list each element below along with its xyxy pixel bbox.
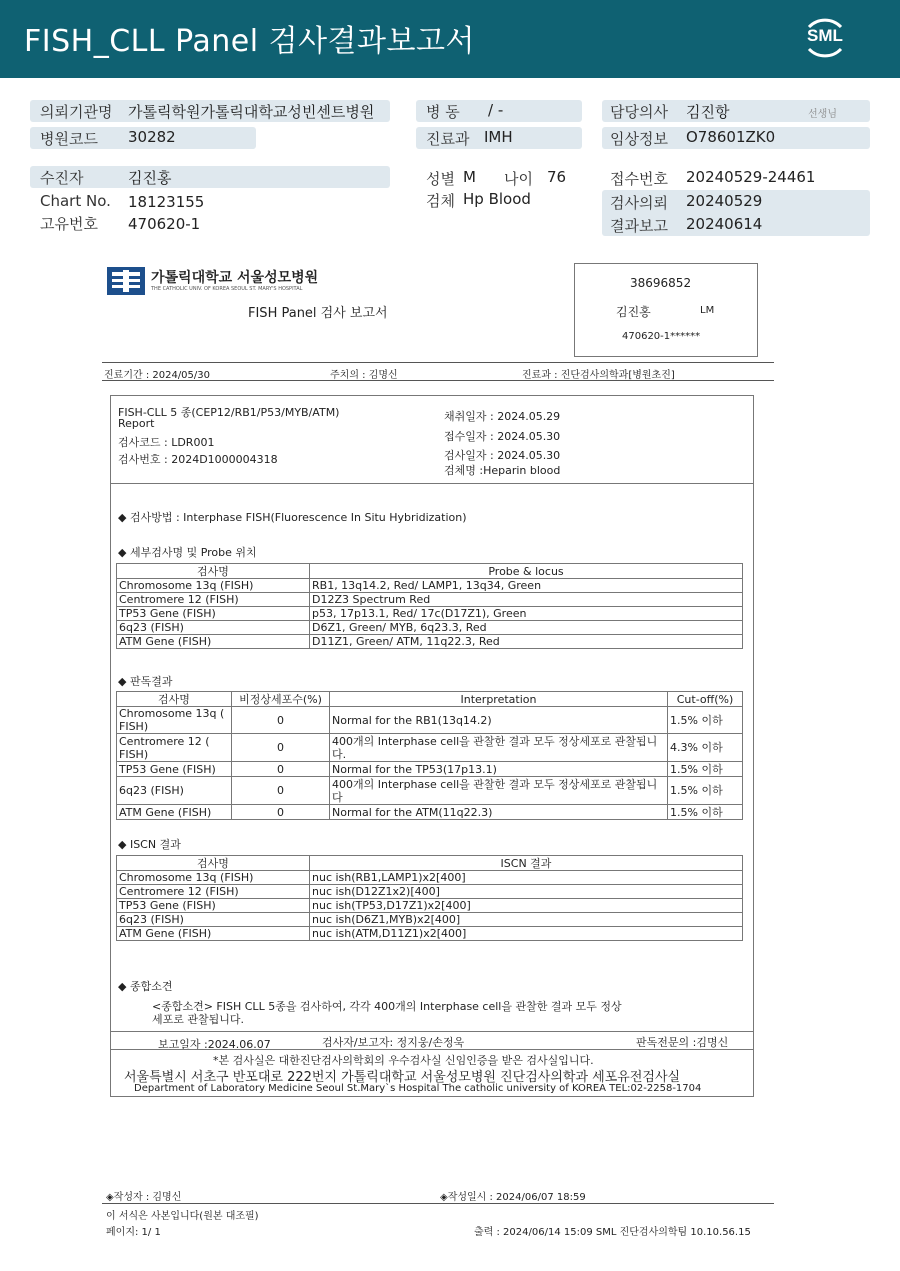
table-cell: nuc ish(D6Z1,MYB)x2[400] xyxy=(310,913,743,927)
dept-label: 진료과 xyxy=(426,130,470,148)
table-row xyxy=(117,885,743,899)
divider xyxy=(102,1203,774,1204)
receipt-value: 20240529-24461 xyxy=(686,168,816,186)
table-row xyxy=(117,805,743,820)
examiner: 검사자/보고자: 정지웅/손정욱 xyxy=(322,1036,465,1049)
table-cell: 1.5% 이하 xyxy=(668,805,743,820)
table-row xyxy=(117,579,743,593)
column-header: Probe & locus xyxy=(310,564,743,579)
report-date: 보고일자 :2024.06.07 xyxy=(158,1038,271,1051)
method: ◆ 검사방법 : Interphase FISH(Fluorescence In Situ Hybridization) xyxy=(118,511,467,524)
column-header: ISCN 결과 xyxy=(310,856,743,871)
table-row xyxy=(117,635,743,649)
table-cell: Normal for the RB1(13q14.2) xyxy=(330,707,668,734)
table-row xyxy=(117,913,743,927)
table-cell: RB1, 13q14.2, Red/ LAMP1, 13q34, Green xyxy=(310,579,743,593)
divider xyxy=(102,380,774,381)
column-header: 검사명 xyxy=(117,692,232,707)
iscn-table xyxy=(116,855,743,941)
patient-bar xyxy=(30,166,390,188)
page-title: FISH_CLL Panel 검사결과보고서 xyxy=(24,24,475,59)
unique-label: 고유번호 xyxy=(40,215,98,233)
receive-date: 접수일자 : 2024.05.30 xyxy=(444,430,561,443)
patient-box-name: 김진홍 xyxy=(616,305,651,319)
table-cell: TP53 Gene (FISH) xyxy=(117,899,310,913)
divider xyxy=(102,362,774,363)
table-cell: 400개의 Interphase cell을 관찰한 결과 모두 정상세포로 관찰됩니다 xyxy=(330,777,668,805)
divider xyxy=(110,1031,753,1032)
table-row xyxy=(117,871,743,885)
sex-label: 성별 xyxy=(426,170,455,188)
column-header: Interpretation xyxy=(330,692,668,707)
table-header-row xyxy=(117,564,743,579)
lab-address: 서울특별시 서초구 반포대로 222번지 가톨릭대학교 서울성모병원 진단검사의학과 세포유전검사실 xyxy=(124,1070,681,1085)
patient-label: 수진자 xyxy=(40,169,84,187)
table-cell: 0 xyxy=(232,734,330,762)
table-cell: 6q23 (FISH) xyxy=(117,621,310,635)
attending: 주치의 : 김명신 xyxy=(330,370,398,381)
report-value: 20240614 xyxy=(686,215,763,233)
table-cell: D6Z1, Green/ MYB, 6q23.3, Red xyxy=(310,621,743,635)
probe-table xyxy=(116,563,743,649)
summary-line-2: 세포로 관찰됩니다. xyxy=(152,1013,245,1026)
period: 진료기간 : 2024/05/30 xyxy=(104,370,211,381)
table-cell: nuc ish(ATM,D11Z1)x2[400] xyxy=(310,927,743,941)
table-cell: D11Z1, Green/ ATM, 11q22.3, Red xyxy=(310,635,743,649)
copy-note: 이 서식은 사본입니다(원본 대조필) xyxy=(106,1211,259,1222)
table-cell: 0 xyxy=(232,707,330,734)
hospital-code-value: 30282 xyxy=(128,128,176,146)
table-cell: Chromosome 13q (FISH) xyxy=(117,871,310,885)
divider xyxy=(110,483,753,484)
table-cell: 1.5% 이하 xyxy=(668,777,743,805)
request-value: 20240529 xyxy=(686,192,763,210)
summary-title: ◆ 종합소견 xyxy=(118,980,173,993)
divider xyxy=(110,1049,753,1050)
table-row xyxy=(117,927,743,941)
table-cell: Normal for the TP53(17p13.1) xyxy=(330,762,668,777)
report-specimen: 검체명 :Heparin blood xyxy=(444,464,561,477)
table-cell: 0 xyxy=(232,777,330,805)
table-row xyxy=(117,593,743,607)
table-cell: 0 xyxy=(232,805,330,820)
table-cell: 400개의 Interphase cell을 관찰한 결과 모두 정상세포로 관찰됩니다. xyxy=(330,734,668,762)
table-cell: 0 xyxy=(232,762,330,777)
sml-logo-text: SML xyxy=(807,26,843,45)
table-cell: Chromosome 13q (FISH) xyxy=(117,579,310,593)
patient-box-id: 38696852 xyxy=(630,276,692,290)
table-row xyxy=(117,899,743,913)
requesting-org-value: 가톨릭학원가톨릭대학교성빈센트병원 xyxy=(128,103,375,121)
table-row xyxy=(117,707,743,734)
collect-date: 채취일자 : 2024.05.29 xyxy=(444,410,561,423)
hospital-name: 가톨릭대학교 서울성모병원 xyxy=(151,270,319,286)
table-cell: Chromosome 13q ( FISH) xyxy=(117,707,232,734)
test-name: FISH-CLL 5 종(CEP12/RB1/P53/MYB/ATM) xyxy=(118,406,340,419)
test-sub: Report xyxy=(118,417,155,430)
table-header-row xyxy=(117,856,743,871)
specialist: 판독전문의 :김명신 xyxy=(636,1036,729,1049)
column-header: 검사명 xyxy=(117,856,310,871)
table-row xyxy=(117,762,743,777)
sex-value: M xyxy=(463,168,476,186)
hospital-logo-icon xyxy=(106,266,146,296)
table-cell: nuc ish(RB1,LAMP1)x2[400] xyxy=(310,871,743,885)
column-header: 비정상세포수(%) xyxy=(232,692,330,707)
exam-date: 검사일자 : 2024.05.30 xyxy=(444,449,561,462)
specimen-label: 검체 xyxy=(426,192,455,210)
iscn-title: ◆ ISCN 결과 xyxy=(118,838,181,851)
report-label: 결과보고 xyxy=(610,217,668,235)
doctor-suffix: 선생님 xyxy=(808,109,837,120)
test-code: 검사코드 : LDR001 xyxy=(118,436,215,449)
table-cell: Normal for the ATM(11q22.3) xyxy=(330,805,668,820)
table-row xyxy=(117,607,743,621)
table-row xyxy=(117,734,743,762)
request-label: 검사의뢰 xyxy=(610,194,668,212)
table-cell: 4.3% 이하 xyxy=(668,734,743,762)
result-title: ◆ 판독결과 xyxy=(118,675,173,688)
unique-value: 470620-1 xyxy=(128,215,201,233)
chart-label: Chart No. xyxy=(40,192,111,210)
table-cell: ATM Gene (FISH) xyxy=(117,805,232,820)
dept-english: Department of Laboratory Medicine Seoul St.Mary`s Hospital The catholic university of KOREA TEL:02-2258-1704 xyxy=(134,1083,702,1094)
doctor-label: 담당의사 xyxy=(610,103,668,121)
cert-note: *본 검사실은 대한진단검사의학회의 우수검사실 신임인증을 받은 검사실입니다. xyxy=(213,1054,594,1067)
table-cell: p53, 17p13.1, Red/ 17c(D17Z1), Green xyxy=(310,607,743,621)
ward-value: / - xyxy=(488,101,504,119)
clinical-label: 임상정보 xyxy=(610,130,668,148)
table-cell: TP53 Gene (FISH) xyxy=(117,762,232,777)
doctor-value: 김진항 xyxy=(686,103,730,121)
page-number: 페이지: 1/ 1 xyxy=(106,1227,161,1238)
table-cell: 1.5% 이하 xyxy=(668,707,743,734)
age-label: 나이 xyxy=(504,170,533,188)
table-cell: ATM Gene (FISH) xyxy=(117,635,310,649)
receipt-label: 접수번호 xyxy=(610,170,668,188)
probe-title: ◆ 세부검사명 및 Probe 위치 xyxy=(118,546,257,559)
doc-title: FISH Panel 검사 보고서 xyxy=(248,306,388,321)
table-row xyxy=(117,621,743,635)
result-table xyxy=(116,691,743,820)
patient-box-rrn: 470620-1****** xyxy=(622,331,701,342)
patient-box-code: LM xyxy=(700,305,715,316)
hospital-name-en: THE CATHOLIC UNIV. OF KOREA SEOUL ST. MARY'S HOSPITAL xyxy=(151,286,303,292)
table-cell: Centromere 12 (FISH) xyxy=(117,885,310,899)
hospital-code-label: 병원코드 xyxy=(40,130,98,148)
table-cell: nuc ish(TP53,D17Z1)x2[400] xyxy=(310,899,743,913)
ward-label: 병 동 xyxy=(426,103,460,121)
author: ◈작성자 : 김명신 xyxy=(106,1192,182,1203)
requesting-org-label: 의뢰기관명 xyxy=(40,103,113,121)
report-dept: 진료과 : 진단검사의학과[병원초진] xyxy=(522,370,675,381)
table-cell: Centromere 12 ( FISH) xyxy=(117,734,232,762)
table-cell: nuc ish(D12Z1x2)[400] xyxy=(310,885,743,899)
written-date: ◈작성일시 : 2024/06/07 18:59 xyxy=(440,1192,586,1203)
chart-value: 18123155 xyxy=(128,193,205,211)
table-cell: 1.5% 이하 xyxy=(668,762,743,777)
clinical-value: O78601ZK0 xyxy=(686,128,776,146)
table-row xyxy=(117,777,743,805)
summary-line-1: <종합소견> FISH CLL 5종을 검사하여, 각각 400개의 Interphase cell을 관찰한 결과 모두 정상 xyxy=(152,1000,622,1013)
table-cell: 6q23 (FISH) xyxy=(117,913,310,927)
dept-value: IMH xyxy=(484,128,513,146)
age-value: 76 xyxy=(547,168,567,186)
column-header: 검사명 xyxy=(117,564,310,579)
table-cell: D12Z3 Spectrum Red xyxy=(310,593,743,607)
table-cell: ATM Gene (FISH) xyxy=(117,927,310,941)
table-cell: 6q23 (FISH) xyxy=(117,777,232,805)
table-header-row xyxy=(117,692,743,707)
patient-value: 김진홍 xyxy=(128,169,172,187)
specimen-value: Hp Blood xyxy=(463,190,531,208)
table-cell: Centromere 12 (FISH) xyxy=(117,593,310,607)
printed-info: 출력 : 2024/06/14 15:09 SML 진단검사의학팀 10.10.56.15 xyxy=(474,1227,751,1238)
column-header: Cut-off(%) xyxy=(668,692,743,707)
test-no: 검사번호 : 2024D1000004318 xyxy=(118,453,278,466)
table-cell: TP53 Gene (FISH) xyxy=(117,607,310,621)
